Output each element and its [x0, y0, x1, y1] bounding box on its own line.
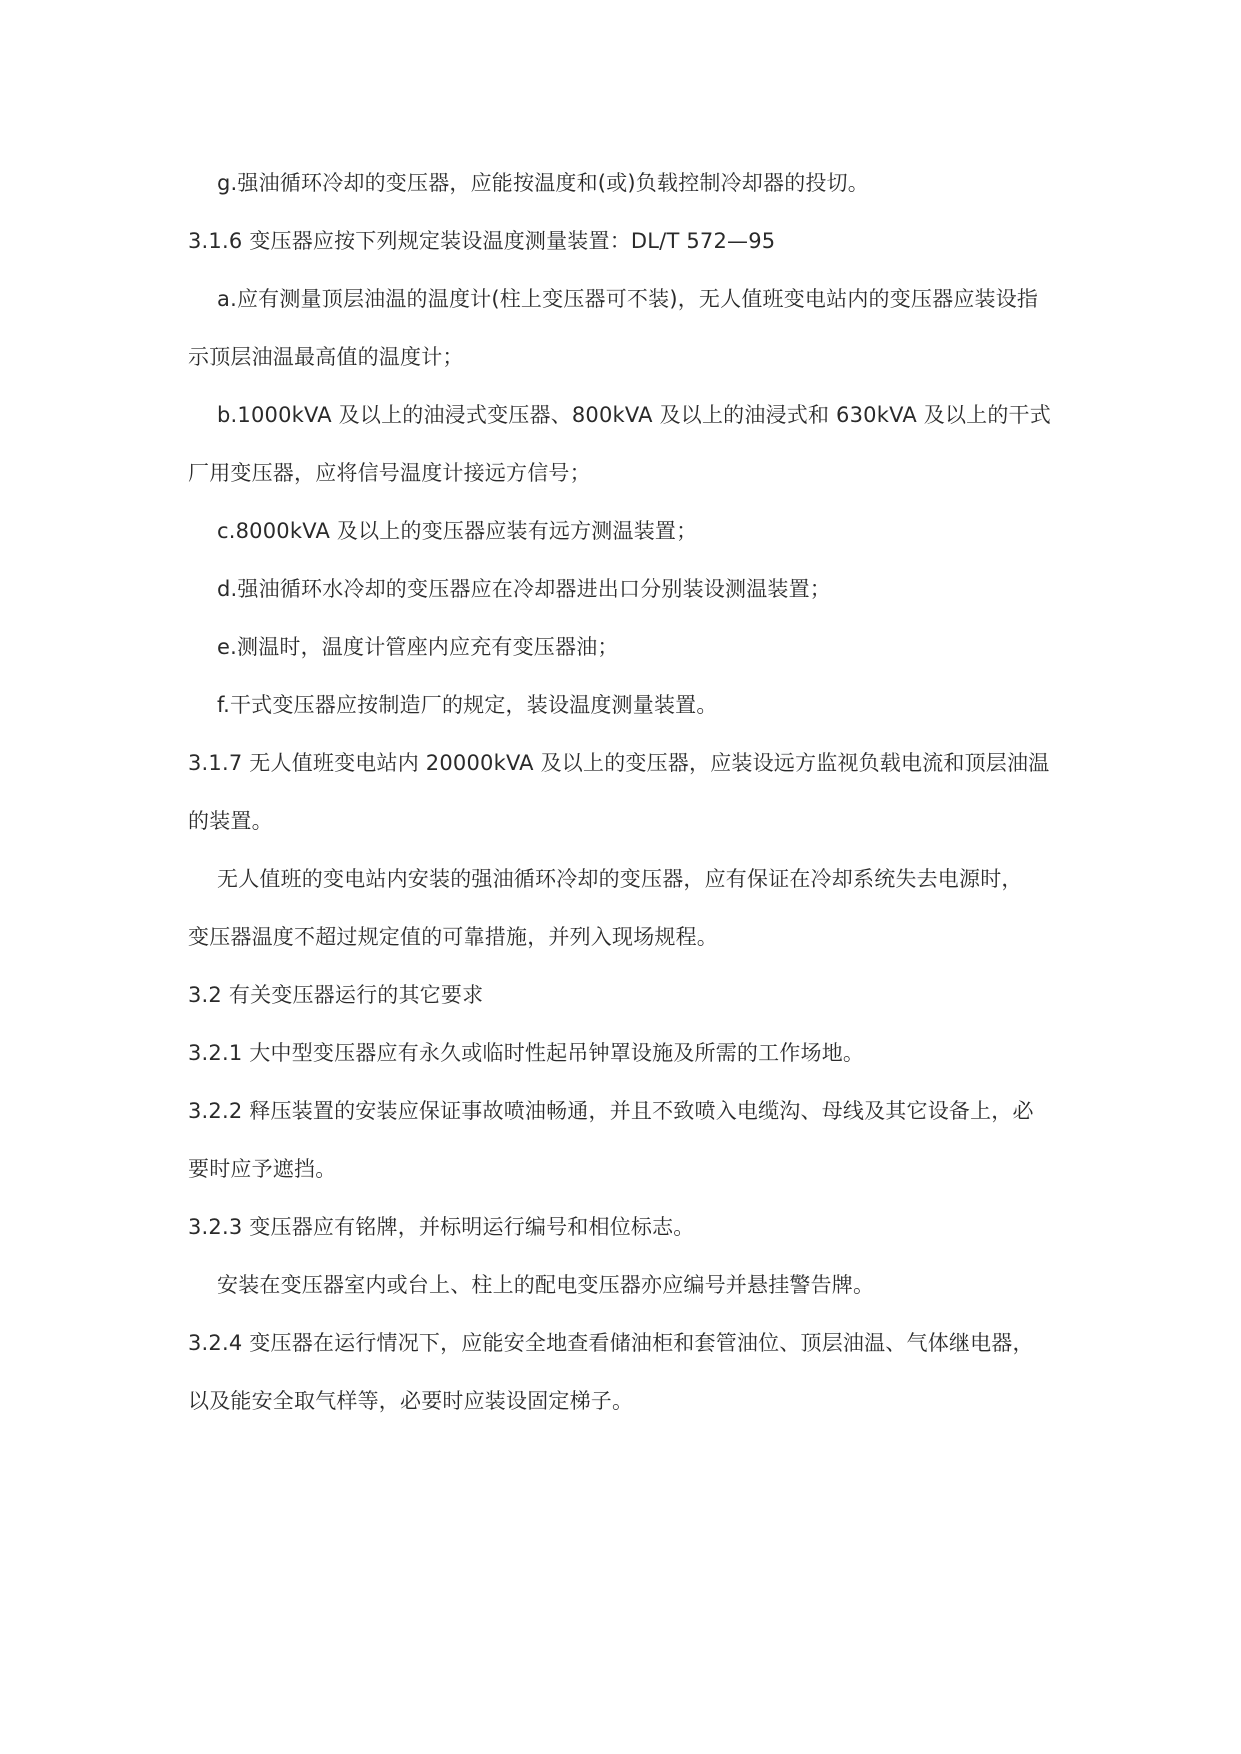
section-heading-3-2-2: 3.2.2 释压装置的安装应保证事故喷油畅通，并且不致喷入电缆沟、母线及其它设备上，必 [188, 1099, 1034, 1123]
text-line: f.干式变压器应按制造厂的规定，装设温度测量装置。 [217, 693, 718, 717]
text-line: a.应有测量顶层油温的温度计(柱上变压器可不装)，无人值班变电站内的变压器应装设指 [217, 287, 1039, 311]
section-heading-3-2: 3.2 有关变压器运行的其它要求 [188, 983, 484, 1007]
text-line: g.强油循环冷却的变压器，应能按温度和(或)负载控制冷却器的投切。 [217, 171, 869, 195]
text-line: 安装在变压器室内或台上、柱上的配电变压器亦应编号并悬挂警告牌。 [217, 1273, 875, 1297]
text-line: e.测温时，温度计管座内应充有变压器油； [217, 635, 619, 659]
text-line: 示顶层油温最高值的温度计； [188, 345, 464, 369]
section-heading-3-1-6: 3.1.6 变压器应按下列规定装设温度测量装置：DL/T 572—95 [188, 229, 776, 253]
section-heading-3-2-3: 3.2.3 变压器应有铭牌，并标明运行编号和相位标志。 [188, 1215, 695, 1239]
text-line: 无人值班的变电站内安装的强油循环冷却的变压器，应有保证在冷却系统失去电源时， [217, 867, 1023, 891]
text-line: d.强油循环水冷却的变压器应在冷却器进出口分别装设测温装置； [217, 577, 832, 601]
text-line: 变压器温度不超过规定值的可靠措施，并列入现场规程。 [188, 925, 718, 949]
text-line: c.8000kVA 及以上的变压器应装有远方测温装置； [217, 519, 698, 543]
text-line: b.1000kVA 及以上的油浸式变压器、800kVA 及以上的油浸式和 630kVA 及以上的干式 [217, 403, 1051, 427]
section-heading-3-2-4: 3.2.4 变压器在运行情况下，应能安全地查看储油柜和套管油位、顶层油温、气体继电器， [188, 1331, 1034, 1355]
text-line: 以及能安全取气样等，必要时应装设固定梯子。 [188, 1389, 634, 1413]
text-line: 厂用变压器，应将信号温度计接远方信号； [188, 461, 591, 485]
text-line: 要时应予遮挡。 [188, 1157, 337, 1181]
section-heading-3-1-7: 3.1.7 无人值班变电站内 20000kVA 及以上的变压器，应装设远方监视负载电流和顶层油温 [188, 751, 1050, 775]
text-line: 的装置。 [188, 809, 273, 833]
section-heading-3-2-1: 3.2.1 大中型变压器应有永久或临时性起吊钟罩设施及所需的工作场地。 [188, 1041, 865, 1065]
